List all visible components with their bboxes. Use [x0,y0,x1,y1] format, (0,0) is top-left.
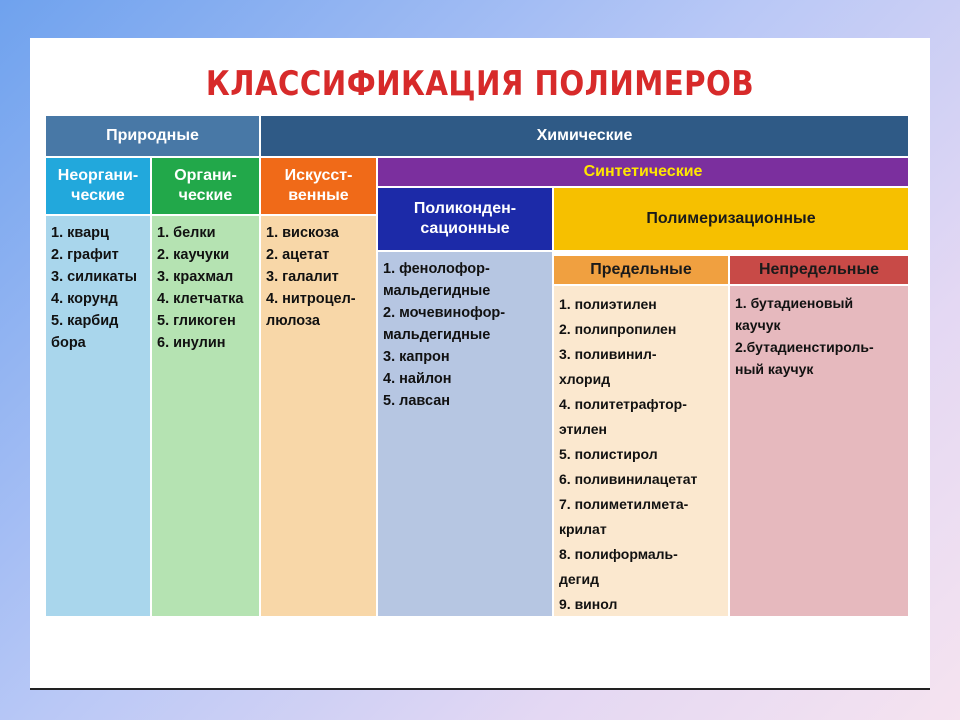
header-saturated: Предельные [554,256,728,284]
list-saturated: 1. полиэтилен 2. полипропилен 3. поливинил- хлорид 4. политетрафтор- этилен 5. полистирол 6. поливинилацетат 7. полиметилмета- крилат 8. полиформаль- дегид 9. винол [554,286,728,616]
header-polymerization: Полимеризационные [554,188,908,250]
page-title: КЛАССИФИКАЦИЯ ПОЛИМЕРОВ [205,64,755,104]
header-chemical: Химические [261,116,908,156]
header-polycondensation: Поликонден- сационные [378,188,552,250]
list-unsaturated: 1. бутадиеновый каучук 2.бутадиенстироль- ный каучук [730,286,908,616]
list-polycondensation: 1. фенолофор- мальдегидные 2. мочевинофор- мальдегидные 3. капрон 4. найлон 5. лавсан [378,252,552,616]
list-inorganic: 1. кварц 2. графит 3. силикаты 4. корунд 5. карбид бора [46,216,150,616]
header-inorganic: Неоргани- ческие [46,158,150,214]
header-organic: Органи- ческие [152,158,259,214]
header-unsaturated: Непредельные [730,256,908,284]
list-organic: 1. белки 2. каучуки 3. крахмал 4. клетчатка 5. гликоген 6. инулин [152,216,259,616]
header-natural: Природные [46,116,259,156]
header-synthetic: Синтетические [378,158,908,186]
header-artificial: Искусст- венные [261,158,376,214]
list-artificial: 1. вискоза 2. ацетат 3. галалит 4. нитроцел- люлоза [261,216,376,616]
slide [30,38,930,690]
